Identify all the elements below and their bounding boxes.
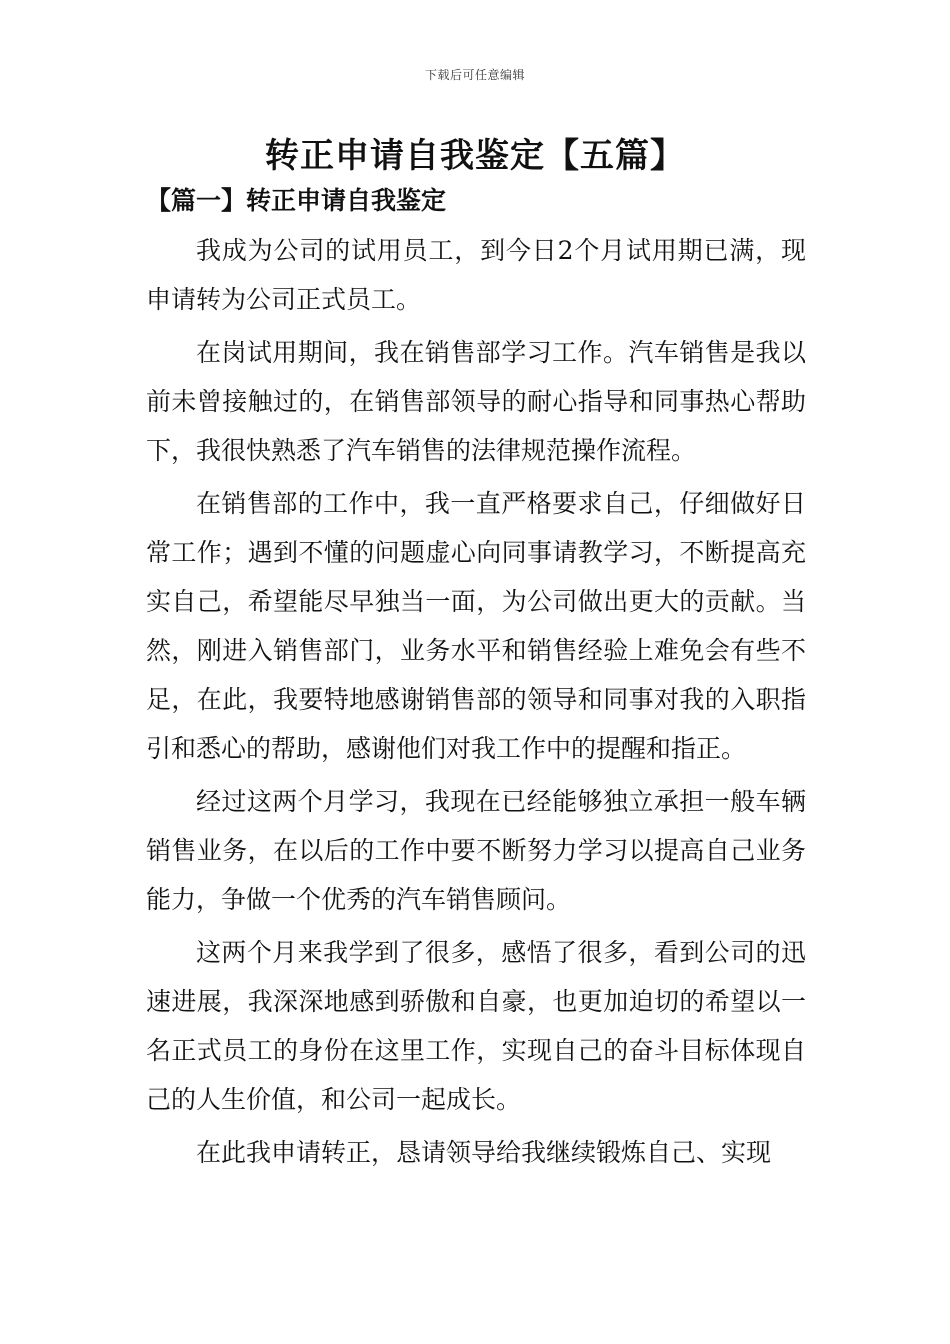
document-title: 转正申请自我鉴定【五篇】: [265, 136, 685, 176]
paragraph: 这两个月来我学到了很多，感悟了很多，看到公司的迅速进展，我深深地感到骄傲和自豪，也更加迫切的希望以一名正式员工的身份在这里工作，实现自己的奋斗目标体现自己的人生价值，和公司一起成长。: [146, 938, 806, 1114]
paragraph: 我成为公司的试用员工，到今日2个月试用期已满，现申请转为公司正式员工。: [146, 236, 806, 314]
header-note: 下载后可任意编辑: [424, 68, 525, 82]
document-body: [146, 226, 806, 1181]
paragraph: 经过这两个月学习，我现在已经能够独立承担一般车辆销售业务，在以后的工作中要不断努力学习以提高自己业务能力，争做一个优秀的汽车销售顾问。: [146, 787, 806, 914]
paragraph: 在此我申请转正，恳请领导给我继续锻炼自己、实现: [196, 1138, 772, 1167]
section-heading: 【篇一】转正申请自我鉴定: [146, 186, 447, 215]
paragraph: 在销售部的工作中，我一直严格要求自己，仔细做好日常工作；遇到不懂的问题虚心向同事请教学习，不断提高充实自己，希望能尽早独当一面，为公司做出更大的贡献。当然，刚进入销售部门，业务水平和销售经验上难免会有些不足，在此，我要特地感谢销售部的领导和同事对我的入职指引和悉心的帮助，感谢他们对我工作中的提醒和指正。: [146, 489, 806, 763]
paragraph: 在岗试用期间，我在销售部学习工作。汽车销售是我以前未曾接触过的，在销售部领导的耐心指导和同事热心帮助下，我很快熟悉了汽车销售的法律规范操作流程。: [146, 338, 806, 465]
